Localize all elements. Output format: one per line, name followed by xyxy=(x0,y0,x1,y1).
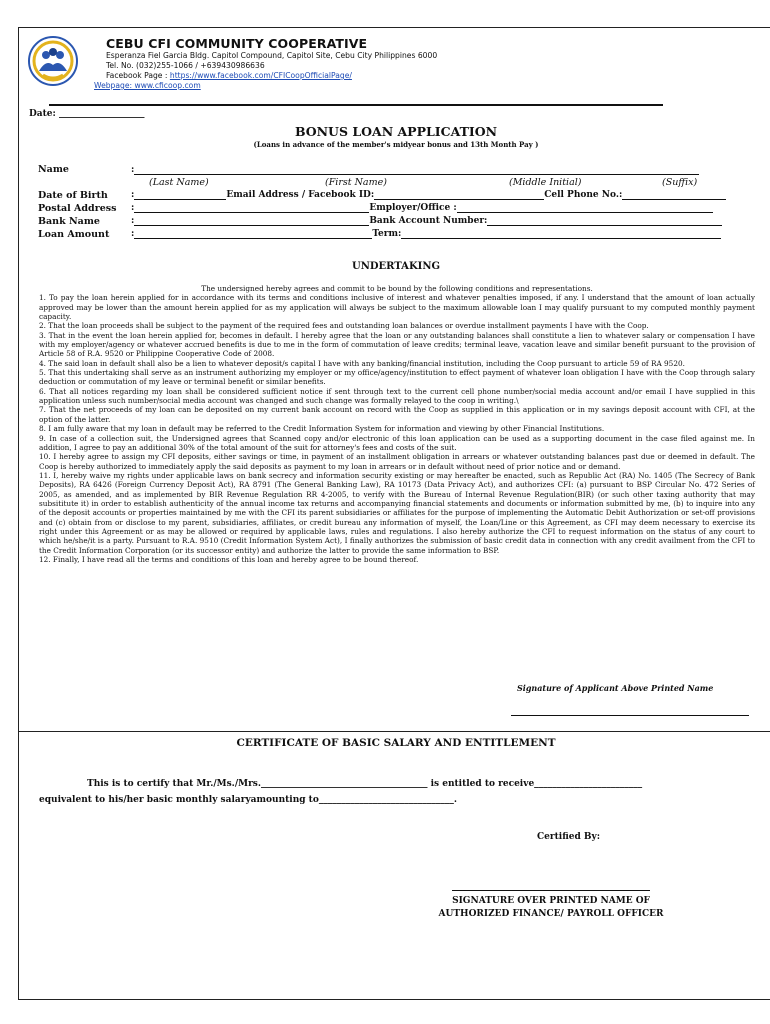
name-field[interactable] xyxy=(131,165,699,175)
undertaking-title: UNDERTAKING xyxy=(352,261,440,272)
undertaking-item: 5. That this undertaking shall serve as an instrument authorizing my employer or my office/agency/institution to effect payment of whatever loan obligation I have with the Coop through salary deduction or commutation of my leave or terminal benefit or similar benefits. xyxy=(39,368,755,387)
certificate-text xyxy=(39,776,642,808)
dob-row[interactable] xyxy=(131,190,726,200)
undertaking-item: 1. To pay the loan herein applied for in accordance with its terms and conditions inclusive of interest and whatever penalties imposed, if any. I understand that the amount of loan actually approved may be lower than the amount herein applied for as my application will always be subject to the maximum allowable loan I may qualify pursuant to my computed monthly payment capacity. xyxy=(39,293,755,322)
undertaking-item: 11. I, hereby waive my rights under applicable laws on bank secrecy and information security existing or may hereafter be enacted, such as Republic Act (RA) No. 1405 (The Secrecy of Bank Deposits), RA 6426 (Foreign Currency Deposit Act), RA 8791 (The General Banking Law), RA 10173 (Data Privacy Act), and authorizes CFI: (a) pursuant to BSP Circular No. 472 Series of 2005, as amended, and as implemented by BIR Revenue Regulation RR 4-2005, to verify with the Bureau of Internal Revenue Regulation(BIR) (or such other taxing authority that may subsititute it) in order to establish authenticity of the annual income tax returns and accompanying financial statements and documents or information submitted by me, (b) to inquire into any of the deposit accounts or properties maintained by me with the CFI its parent subsidiaries or affiliates for the purpose of implementing the Automatic Debit Authorization or set-off provisions and (c) obtain from or disclose to my parent, subsidiaries, affiliates, or credit bureau any information of myself, the Loan/Line or this Agreement, as CFI may deem necessary to exercise its right under this Agreement or as may be allowed or required by applicable laws, rules and regulations. I also hereby authorize the CFI to request information on the status of any court to which he/she/it is a party. Pursuant to R.A. 9510 (Credit Information System Act), I finally authorizes the submission of basic credit data in connection with any credit availment from the CFI to the Credit Information Corporation (or its successor entity) and authorize the latter to provide the same information to BSP. xyxy=(39,470,755,555)
postal-row[interactable] xyxy=(131,203,713,213)
facebook-link[interactable]: https://www.facebook.com/CFICoopOfficialPage/ xyxy=(169,71,352,80)
applicant-signature-label: Signature of Applicant Above Printed Name xyxy=(517,683,714,693)
term-label: Term: xyxy=(372,229,402,239)
undertaking-item: 9. In case of a collection suit, the Undersigned agrees that Scanned copy and/or electronic of this loan application can be used as a supporting document in the case filed against me. In addition, I agree to pay an additional 30% of the total amount of the suit for attorney's fees and costs of the suit. xyxy=(39,433,755,452)
certificate-line-2[interactable]: equivalent to his/her basic monthly salaryamounting to______________________________. xyxy=(39,795,457,805)
colon: : xyxy=(131,165,135,175)
undertaking-item: 7. That the net proceeds of my loan can be deposited on my current bank account on record with the Coop as supplied in this application or in my savings deposit account with CFI, at the option of the latter. xyxy=(39,405,755,424)
certified-by-label: Certified By: xyxy=(537,832,601,842)
date-field[interactable]: Date: ___________________ xyxy=(29,109,145,119)
certificate-line-1[interactable]: This is to certify that Mr./Ms./Mrs._____________________________________ is entitled to receive________________________ xyxy=(87,779,643,789)
form-page xyxy=(18,27,770,1000)
bank-label: Bank Name xyxy=(38,216,100,227)
org-tel: Tel. No. (032)255-1066 / +639430986636 xyxy=(106,61,265,70)
undertaking-item: 10. I hereby agree to assign my CFI deposits, either savings or time, in payment of an installment obligation in arrears or whatever outstanding balances past due or deemed in default. The Coop is hereby authorized to immediately apply the said deposits as payment to my loan in arrears or in default without need of prior notice and or demand. xyxy=(39,452,755,471)
org-facebook xyxy=(106,71,437,81)
first-name-caption: (First Name) xyxy=(325,177,387,188)
name-label: Name xyxy=(38,164,69,175)
postal-label: Postal Address xyxy=(38,203,117,214)
undertaking-item: 3. That in the event the loan herein applied for, becomes in default. I hereby agree that the loan or any outstanding balances shall constitute a lien to whatever salary or compensation I have with my employer/agency or whatever accrued benefits is due to me in the form of commutation of leave credits; terminal leave, vacation leave and similar benefit pursuant to the provision of Article 58 of R.A. 9520 or Philippine Cooperative Code of 2008. xyxy=(39,330,755,359)
officer-signature-caption xyxy=(419,895,683,921)
colon: : xyxy=(131,190,135,200)
undertaking-item: 8. I am fully aware that my loan in default may be referred to the Credit Information System for information and viewing by other Financial Institutions. xyxy=(39,424,605,434)
cell-label: Cell Phone No.: xyxy=(544,190,623,200)
undertaking-intro: The undersigned hereby agrees and commit to be bound by the following conditions and representations. xyxy=(201,284,593,293)
undertaking-item: 4. The said loan in default shall also be a lien to whatever deposit/s capital I have with any banking/financial institution, including the Coop pursuant to article 59 of RA 9520. xyxy=(39,358,685,368)
website-link[interactable]: Webpage: www.cficoop.com xyxy=(94,81,201,90)
facebook-label: Facebook Page : xyxy=(106,71,170,80)
officer-signature-line[interactable] xyxy=(452,890,650,891)
org-header xyxy=(94,36,438,91)
bank-row[interactable] xyxy=(131,216,722,226)
undertaking-text xyxy=(39,284,755,564)
last-name-caption: (Last Name) xyxy=(149,177,209,188)
applicant-signature-line[interactable] xyxy=(511,715,749,716)
undertaking-item: 12. Finally, I have read all the terms and conditions of this loan and hereby agree to be bound thereof. xyxy=(39,554,419,564)
amount-row[interactable] xyxy=(131,229,721,239)
form-title: BONUS LOAN APPLICATION xyxy=(294,124,498,139)
amount-label: Loan Amount xyxy=(38,229,110,240)
header-rule xyxy=(49,104,663,106)
officer-caption-line-2: AUTHORIZED FINANCE/ PAYROLL OFFICER xyxy=(438,909,664,919)
colon: : xyxy=(131,216,135,226)
form-subtitle: (Loans in advance of the member's midyear bonus and 13th Month Pay ) xyxy=(253,140,539,149)
certificate-title: CERTIFICATE OF BASIC SALARY AND ENTITLEMENT xyxy=(236,737,556,749)
undertaking-item: 2. That the loan proceeds shall be subject to the payment of the required fees and outstanding loan balances or overdue installment payments I have with the Coop. xyxy=(39,321,649,331)
email-label: Email Address / Facebook ID: xyxy=(226,190,375,200)
suffix-caption: (Suffix) xyxy=(662,177,698,188)
dob-label: Date of Birth xyxy=(38,190,108,201)
middle-initial-caption: (Middle Initial) xyxy=(509,177,582,188)
bank-account-label: Bank Account Number: xyxy=(369,216,488,226)
officer-caption-line-1: SIGNATURE OVER PRINTED NAME OF xyxy=(452,896,650,906)
colon: : xyxy=(131,229,135,239)
cooperative-logo-icon xyxy=(27,35,79,87)
employer-label: Employer/Office : xyxy=(369,203,457,213)
section-divider xyxy=(19,731,770,732)
undertaking-item: 6. That all notices regarding my loan shall be considered sufficient notice if sent through text to the current cell phone number/social media account and/or email I have supplied in this application unless such number/social media account was changed and such change was formally relayed to the coop in writing.\ xyxy=(39,386,755,406)
org-address: Esperanza Fiel Garcia Bldg. Capitol Compound, Capitol Site, Cebu City Philippines 6000 xyxy=(106,51,438,60)
org-name: CEBU CFI COMMUNITY COOPERATIVE xyxy=(106,36,368,51)
colon: : xyxy=(131,203,135,213)
